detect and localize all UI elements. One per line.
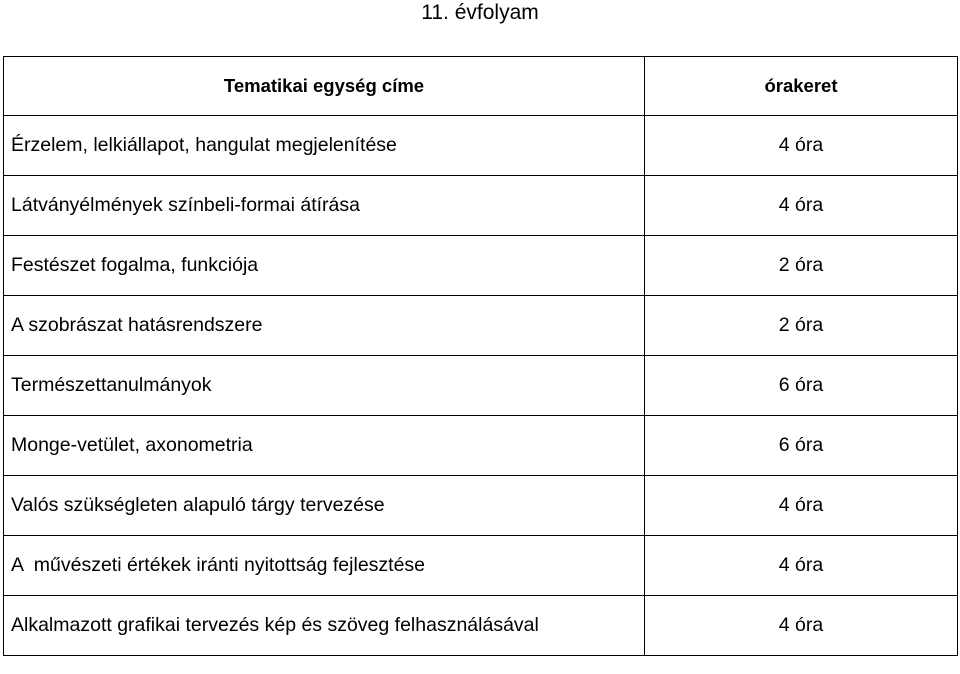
- header-topic: Tematikai egység címe: [4, 57, 645, 116]
- row-topic: Látványélmények színbeli-formai átírása: [4, 176, 645, 236]
- row-topic: A művészeti értékek iránti nyitottság fejlesztése: [4, 536, 645, 596]
- row-topic: A szobrászat hatásrendszere: [4, 296, 645, 356]
- table-row: [4, 356, 958, 416]
- table-row: [4, 416, 958, 476]
- table-row: [4, 476, 958, 536]
- row-topic: Monge-vetület, axonometria: [4, 416, 645, 476]
- table-row: [4, 296, 958, 356]
- curriculum-table: [3, 56, 958, 656]
- table-row: [4, 176, 958, 236]
- row-hours: 4 óra: [645, 536, 958, 596]
- row-hours: 2 óra: [645, 296, 958, 356]
- table-row: [4, 116, 958, 176]
- row-topic: Természettanulmányok: [4, 356, 645, 416]
- row-topic: Festészet fogalma, funkciója: [4, 236, 645, 296]
- row-topic: Érzelem, lelkiállapot, hangulat megjelenítése: [4, 116, 645, 176]
- row-hours: 4 óra: [645, 476, 958, 536]
- table-row: [4, 536, 958, 596]
- header-hours: órakeret: [645, 57, 958, 116]
- row-hours: 6 óra: [645, 356, 958, 416]
- row-hours: 6 óra: [645, 416, 958, 476]
- row-topic: Alkalmazott grafikai tervezés kép és szöveg felhasználásával: [4, 596, 645, 656]
- page-title: 11. évfolyam: [421, 1, 539, 24]
- table-row: [4, 236, 958, 296]
- row-topic: Valós szükségleten alapuló tárgy tervezése: [4, 476, 645, 536]
- row-hours: 4 óra: [645, 176, 958, 236]
- table-row: [4, 596, 958, 656]
- row-hours: 4 óra: [645, 116, 958, 176]
- table-header-row: [4, 57, 958, 116]
- row-hours: 4 óra: [645, 596, 958, 656]
- row-hours: 2 óra: [645, 236, 958, 296]
